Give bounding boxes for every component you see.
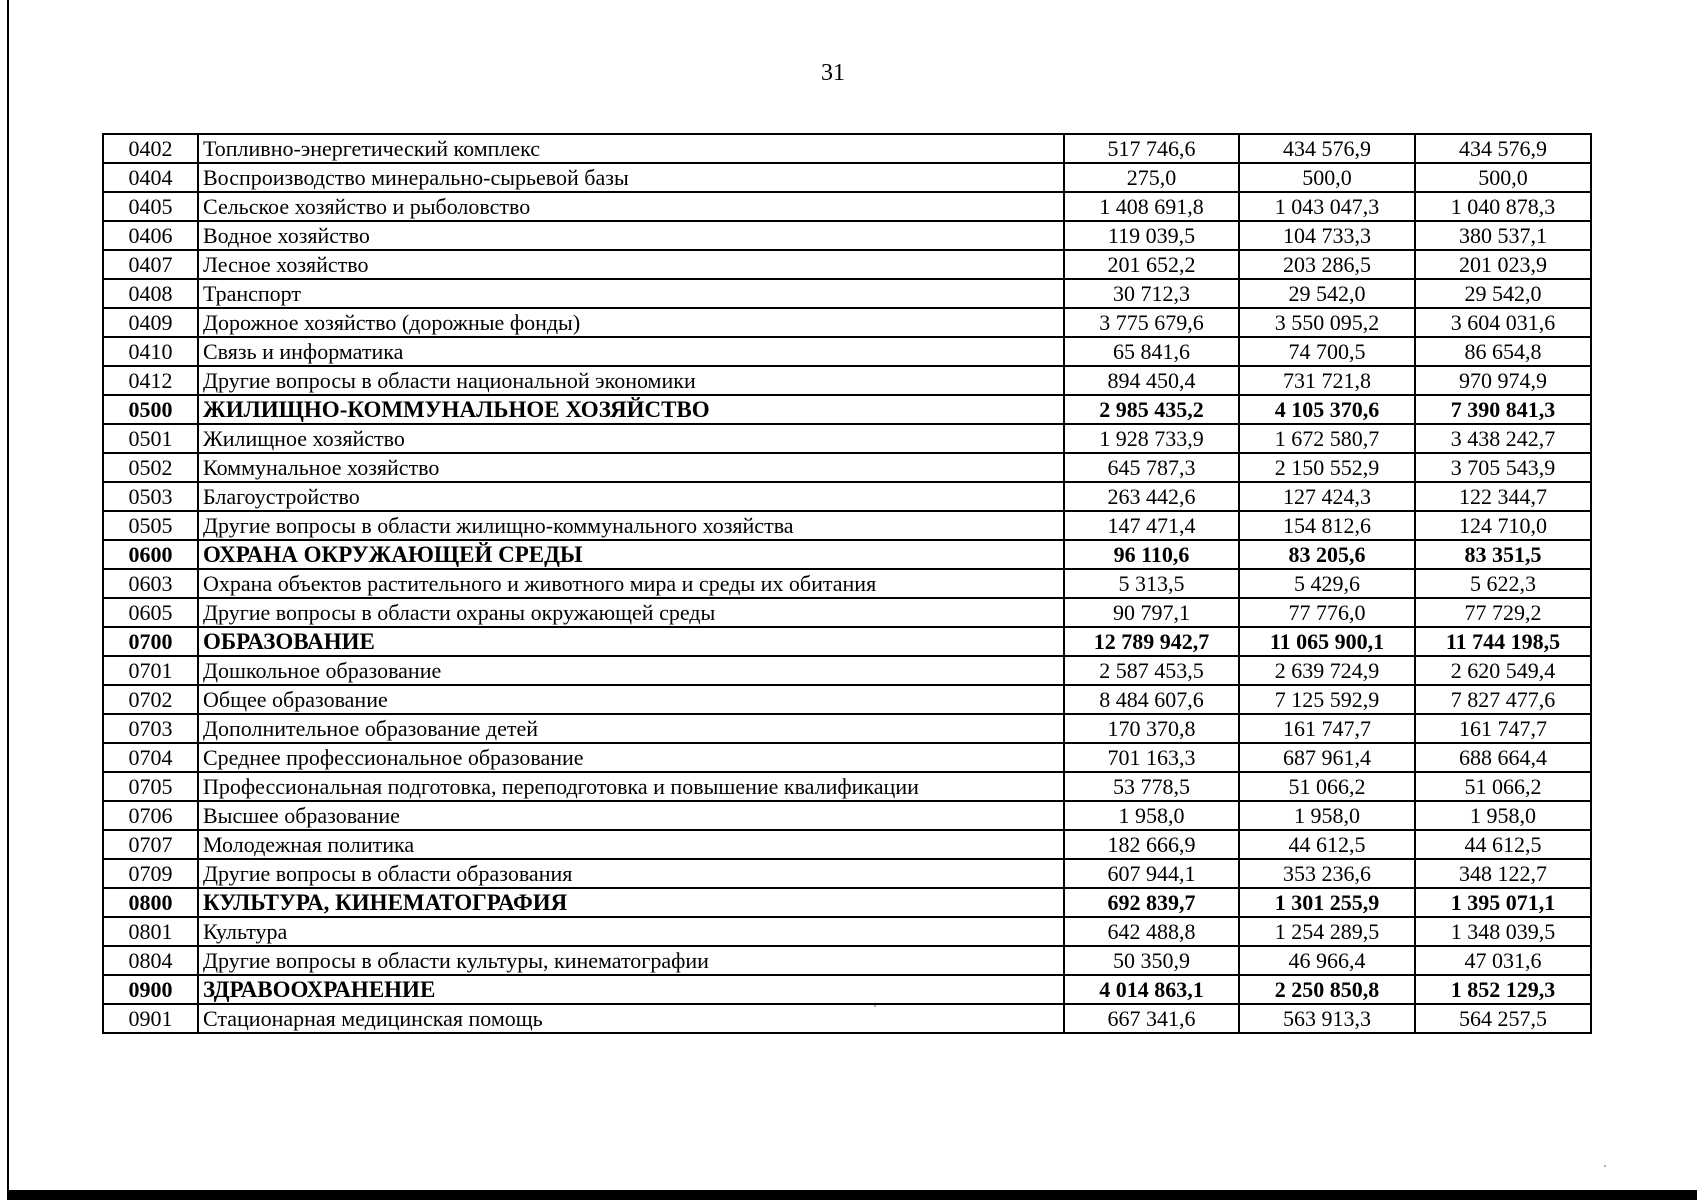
row-value-3: 500,0 <box>1415 163 1591 192</box>
row-code: 0402 <box>103 134 198 163</box>
row-value-2: 104 733,3 <box>1239 221 1415 250</box>
row-code: 0600 <box>103 540 198 569</box>
row-code: 0410 <box>103 337 198 366</box>
row-value-3: 86 654,8 <box>1415 337 1591 366</box>
row-code: 0603 <box>103 569 198 598</box>
row-value-2: 1 043 047,3 <box>1239 192 1415 221</box>
row-value-1: 692 839,7 <box>1064 888 1239 917</box>
row-value-3: 83 351,5 <box>1415 540 1591 569</box>
table-row <box>103 250 1591 279</box>
table-row <box>103 482 1591 511</box>
row-code: 0700 <box>103 627 198 656</box>
table-row <box>103 569 1591 598</box>
row-value-3: 7 827 477,6 <box>1415 685 1591 714</box>
row-value-3: 1 348 039,5 <box>1415 917 1591 946</box>
row-value-1: 2 985 435,2 <box>1064 395 1239 424</box>
row-name: Воспроизводство минерально-сырьевой базы <box>198 163 1064 192</box>
row-value-1: 119 039,5 <box>1064 221 1239 250</box>
section-row <box>103 540 1591 569</box>
row-name: Дорожное хозяйство (дорожные фонды) <box>198 308 1064 337</box>
table-row <box>103 830 1591 859</box>
table-row <box>103 598 1591 627</box>
row-value-3: 3 438 242,7 <box>1415 424 1591 453</box>
row-value-2: 2 250 850,8 <box>1239 975 1415 1004</box>
row-name: Жилищное хозяйство <box>198 424 1064 453</box>
row-code: 0702 <box>103 685 198 714</box>
row-value-3: 124 710,0 <box>1415 511 1591 540</box>
row-value-1: 4 014 863,1 <box>1064 975 1239 1004</box>
row-value-1: 65 841,6 <box>1064 337 1239 366</box>
row-name: Другие вопросы в области жилищно-коммунального хозяйства <box>198 511 1064 540</box>
row-value-1: 96 110,6 <box>1064 540 1239 569</box>
row-value-2: 51 066,2 <box>1239 772 1415 801</box>
row-name: ОБРАЗОВАНИЕ <box>198 627 1064 656</box>
row-value-2: 687 961,4 <box>1239 743 1415 772</box>
row-code: 0407 <box>103 250 198 279</box>
row-name: Другие вопросы в области охраны окружающей среды <box>198 598 1064 627</box>
row-code: 0405 <box>103 192 198 221</box>
row-value-3: 122 344,7 <box>1415 482 1591 511</box>
row-value-3: 2 620 549,4 <box>1415 656 1591 685</box>
row-code: 0705 <box>103 772 198 801</box>
row-value-1: 275,0 <box>1064 163 1239 192</box>
row-value-1: 53 778,5 <box>1064 772 1239 801</box>
row-value-1: 8 484 607,6 <box>1064 685 1239 714</box>
row-value-1: 701 163,3 <box>1064 743 1239 772</box>
row-value-1: 147 471,4 <box>1064 511 1239 540</box>
row-name: Культура <box>198 917 1064 946</box>
table-row <box>103 192 1591 221</box>
row-name: Охрана объектов растительного и животного мира и среды их обитания <box>198 569 1064 598</box>
table-row <box>103 685 1591 714</box>
row-code: 0804 <box>103 946 198 975</box>
row-value-3: 348 122,7 <box>1415 859 1591 888</box>
row-value-2: 1 958,0 <box>1239 801 1415 830</box>
row-value-1: 201 652,2 <box>1064 250 1239 279</box>
row-name: Высшее образование <box>198 801 1064 830</box>
row-code: 0901 <box>103 1004 198 1033</box>
row-code: 0709 <box>103 859 198 888</box>
table-row <box>103 453 1591 482</box>
row-value-1: 30 712,3 <box>1064 279 1239 308</box>
row-value-1: 1 408 691,8 <box>1064 192 1239 221</box>
row-value-2: 1 301 255,9 <box>1239 888 1415 917</box>
row-value-3: 434 576,9 <box>1415 134 1591 163</box>
row-value-3: 11 744 198,5 <box>1415 627 1591 656</box>
row-code: 0706 <box>103 801 198 830</box>
row-value-2: 74 700,5 <box>1239 337 1415 366</box>
row-value-3: 3 705 543,9 <box>1415 453 1591 482</box>
table-row <box>103 714 1591 743</box>
page-number: 31 <box>821 60 845 86</box>
row-name: Другие вопросы в области культуры, кинематографии <box>198 946 1064 975</box>
row-value-1: 894 450,4 <box>1064 366 1239 395</box>
row-value-3: 564 257,5 <box>1415 1004 1591 1033</box>
row-name: Профессиональная подготовка, переподготовка и повышение квалификации <box>198 772 1064 801</box>
row-value-1: 1 928 733,9 <box>1064 424 1239 453</box>
row-name: Водное хозяйство <box>198 221 1064 250</box>
row-value-2: 46 966,4 <box>1239 946 1415 975</box>
row-value-3: 201 023,9 <box>1415 250 1591 279</box>
budget-table <box>102 133 1592 1034</box>
row-value-2: 203 286,5 <box>1239 250 1415 279</box>
table-row <box>103 337 1591 366</box>
table-row <box>103 859 1591 888</box>
row-value-2: 11 065 900,1 <box>1239 627 1415 656</box>
row-value-1: 607 944,1 <box>1064 859 1239 888</box>
row-value-1: 3 775 679,6 <box>1064 308 1239 337</box>
row-value-2: 161 747,7 <box>1239 714 1415 743</box>
row-value-2: 5 429,6 <box>1239 569 1415 598</box>
row-name: Сельское хозяйство и рыболовство <box>198 192 1064 221</box>
row-value-2: 4 105 370,6 <box>1239 395 1415 424</box>
row-value-2: 500,0 <box>1239 163 1415 192</box>
row-value-2: 3 550 095,2 <box>1239 308 1415 337</box>
budget-table-body <box>103 134 1591 1033</box>
row-value-2: 434 576,9 <box>1239 134 1415 163</box>
row-name: Общее образование <box>198 685 1064 714</box>
row-value-3: 380 537,1 <box>1415 221 1591 250</box>
row-value-1: 1 958,0 <box>1064 801 1239 830</box>
row-value-2: 7 125 592,9 <box>1239 685 1415 714</box>
row-value-1: 182 666,9 <box>1064 830 1239 859</box>
row-value-3: 688 664,4 <box>1415 743 1591 772</box>
row-name: Стационарная медицинская помощь <box>198 1004 1064 1033</box>
table-row <box>103 772 1591 801</box>
table-row <box>103 163 1591 192</box>
row-value-2: 563 913,3 <box>1239 1004 1415 1033</box>
row-name: Другие вопросы в области образования <box>198 859 1064 888</box>
table-row <box>103 946 1591 975</box>
row-name: КУЛЬТУРА, КИНЕМАТОГРАФИЯ <box>198 888 1064 917</box>
row-value-2: 731 721,8 <box>1239 366 1415 395</box>
row-code: 0502 <box>103 453 198 482</box>
table-row <box>103 801 1591 830</box>
page-bottom-edge <box>7 1190 1697 1200</box>
row-name: Благоустройство <box>198 482 1064 511</box>
row-value-2: 44 612,5 <box>1239 830 1415 859</box>
row-value-1: 2 587 453,5 <box>1064 656 1239 685</box>
table-row <box>103 424 1591 453</box>
row-value-2: 2 150 552,9 <box>1239 453 1415 482</box>
row-code: 0900 <box>103 975 198 1004</box>
row-value-2: 127 424,3 <box>1239 482 1415 511</box>
table-row <box>103 743 1591 772</box>
row-value-3: 1 395 071,1 <box>1415 888 1591 917</box>
row-value-1: 645 787,3 <box>1064 453 1239 482</box>
row-value-1: 90 797,1 <box>1064 598 1239 627</box>
row-value-3: 5 622,3 <box>1415 569 1591 598</box>
row-code: 0704 <box>103 743 198 772</box>
row-value-2: 83 205,6 <box>1239 540 1415 569</box>
row-code: 0605 <box>103 598 198 627</box>
section-row <box>103 395 1591 424</box>
row-value-1: 5 313,5 <box>1064 569 1239 598</box>
row-name: Связь и информатика <box>198 337 1064 366</box>
table-row <box>103 221 1591 250</box>
section-row <box>103 888 1591 917</box>
row-value-3: 161 747,7 <box>1415 714 1591 743</box>
row-value-1: 642 488,8 <box>1064 917 1239 946</box>
row-code: 0800 <box>103 888 198 917</box>
section-row <box>103 975 1591 1004</box>
row-name: ОХРАНА ОКРУЖАЮЩЕЙ СРЕДЫ <box>198 540 1064 569</box>
table-row <box>103 308 1591 337</box>
row-value-2: 77 776,0 <box>1239 598 1415 627</box>
row-value-2: 1 254 289,5 <box>1239 917 1415 946</box>
row-name: Транспорт <box>198 279 1064 308</box>
row-value-3: 51 066,2 <box>1415 772 1591 801</box>
row-value-2: 1 672 580,7 <box>1239 424 1415 453</box>
row-value-3: 44 612,5 <box>1415 830 1591 859</box>
row-name: Лесное хозяйство <box>198 250 1064 279</box>
row-value-1: 517 746,6 <box>1064 134 1239 163</box>
row-code: 0409 <box>103 308 198 337</box>
row-value-1: 667 341,6 <box>1064 1004 1239 1033</box>
row-value-3: 47 031,6 <box>1415 946 1591 975</box>
row-name: ЗДРАВООХРАНЕНИЕ <box>198 975 1064 1004</box>
row-code: 0505 <box>103 511 198 540</box>
row-value-3: 29 542,0 <box>1415 279 1591 308</box>
row-value-3: 77 729,2 <box>1415 598 1591 627</box>
table-row <box>103 279 1591 308</box>
row-value-2: 154 812,6 <box>1239 511 1415 540</box>
table-row <box>103 656 1591 685</box>
row-value-1: 12 789 942,7 <box>1064 627 1239 656</box>
table-row <box>103 134 1591 163</box>
row-code: 0707 <box>103 830 198 859</box>
row-value-1: 170 370,8 <box>1064 714 1239 743</box>
row-code: 0703 <box>103 714 198 743</box>
row-code: 0408 <box>103 279 198 308</box>
row-name: Среднее профессиональное образование <box>198 743 1064 772</box>
row-code: 0701 <box>103 656 198 685</box>
row-value-3: 3 604 031,6 <box>1415 308 1591 337</box>
table-row <box>103 366 1591 395</box>
row-code: 0501 <box>103 424 198 453</box>
row-name: Дошкольное образование <box>198 656 1064 685</box>
row-value-3: 1 040 878,3 <box>1415 192 1591 221</box>
row-value-1: 50 350,9 <box>1064 946 1239 975</box>
row-name: Молодежная политика <box>198 830 1064 859</box>
row-value-3: 1 958,0 <box>1415 801 1591 830</box>
row-name: Другие вопросы в области национальной экономики <box>198 366 1064 395</box>
section-row <box>103 627 1591 656</box>
scan-speck <box>874 1005 876 1007</box>
row-name: Дополнительное образование детей <box>198 714 1064 743</box>
row-name: Коммунальное хозяйство <box>198 453 1064 482</box>
row-value-2: 2 639 724,9 <box>1239 656 1415 685</box>
row-code: 0412 <box>103 366 198 395</box>
row-name: ЖИЛИЩНО-КОММУНАЛЬНОЕ ХОЗЯЙСТВО <box>198 395 1064 424</box>
row-code: 0503 <box>103 482 198 511</box>
row-value-2: 29 542,0 <box>1239 279 1415 308</box>
table-row <box>103 917 1591 946</box>
row-code: 0500 <box>103 395 198 424</box>
row-value-2: 353 236,6 <box>1239 859 1415 888</box>
row-value-1: 263 442,6 <box>1064 482 1239 511</box>
row-name: Топливно-энергетический комплекс <box>198 134 1064 163</box>
row-value-3: 1 852 129,3 <box>1415 975 1591 1004</box>
row-code: 0404 <box>103 163 198 192</box>
row-value-3: 970 974,9 <box>1415 366 1591 395</box>
scan-speck <box>1604 1165 1606 1167</box>
table-row <box>103 1004 1591 1033</box>
row-code: 0801 <box>103 917 198 946</box>
row-code: 0406 <box>103 221 198 250</box>
row-value-3: 7 390 841,3 <box>1415 395 1591 424</box>
page-left-edge <box>7 0 9 1196</box>
table-row <box>103 511 1591 540</box>
